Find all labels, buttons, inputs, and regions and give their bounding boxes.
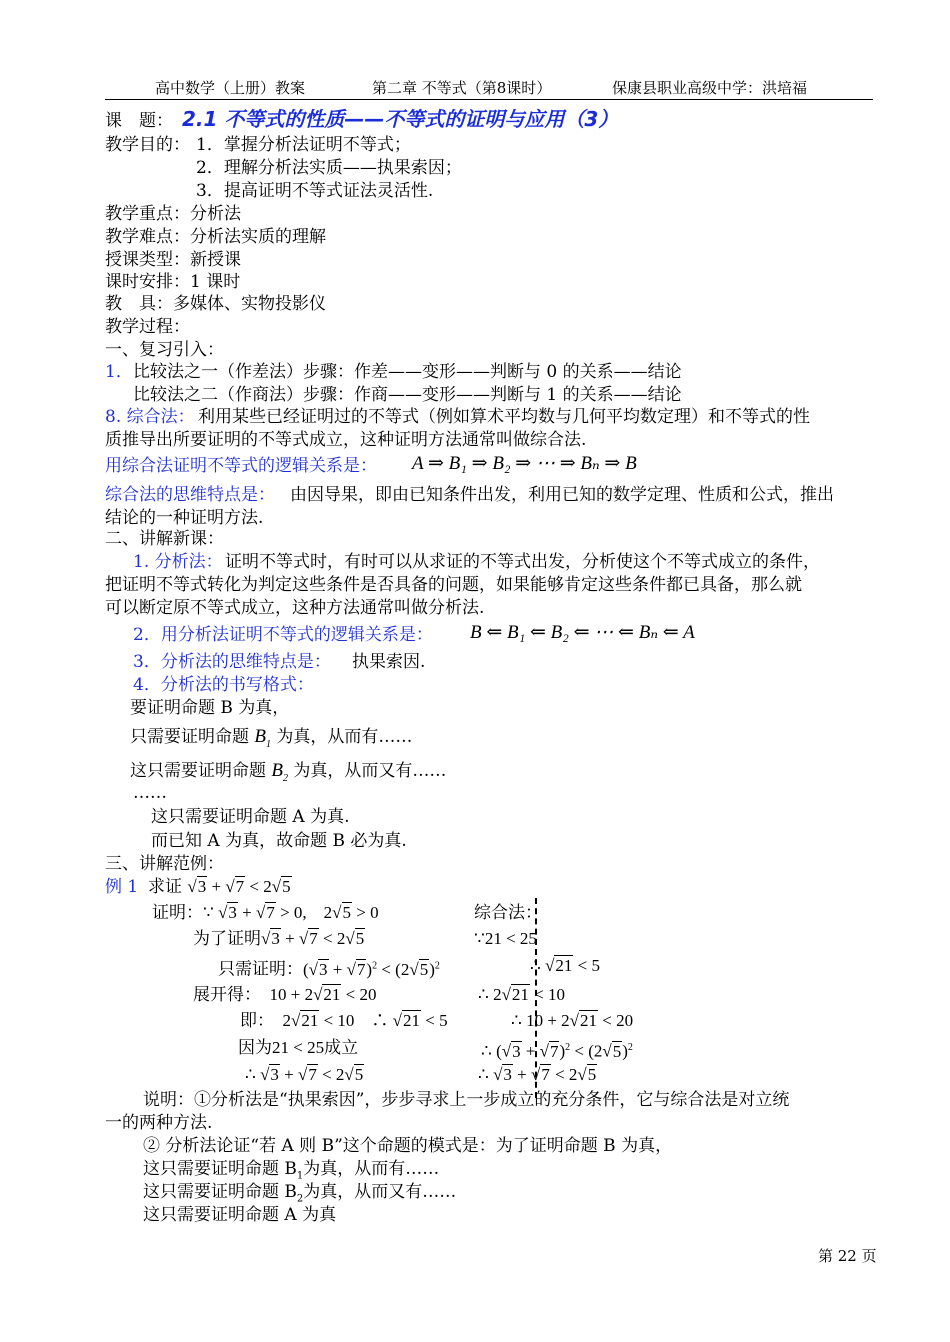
format-line-6: 而已知 A 为真，故命题 B 必为真. [151, 831, 407, 851]
review-item1-num: 1． [105, 362, 133, 382]
analysis-logic-formula: B ⇐ B₁ ⇐ B₂ ⇐ ⋯ ⇐ Bₙ ⇐ A [470, 622, 695, 643]
analysis-text-3: 可以断定原不等式成立，这种方法通常叫做分析法. [105, 598, 485, 618]
review-item1: 比较法之一（作差法）步骤：作差——变形——判断与 0 的关系——结论 [133, 362, 682, 382]
header-divider [105, 99, 873, 100]
lesson-hours: 课时安排：1 课时 [105, 272, 241, 292]
analysis-text-1: 证明不等式时，有时可以从求证的不等式出发，分析使这个不等式成立的条件， [225, 552, 820, 572]
analysis-trait-text: 执果索因. [352, 652, 426, 672]
proof-line-3: 只需证明：$(√3 + √7)^2 < (2√5)^2$ [218, 959, 440, 980]
synthesis-text-1: 利用某些已经证明过的不等式（例如算术平均数与几何平均数定理）和不等式的性 [198, 407, 810, 427]
lesson-title: 2.1 不等式的性质——不等式的证明与应用（3） [182, 107, 619, 131]
header-left: 高中数学（上册）教案 [155, 79, 306, 97]
note-5: 这只需要证明命题 A 为真 [143, 1205, 337, 1225]
note-2: ② 分析法论证“若 A 则 B”这个命题的模式是：为了证明命题 B 为真， [143, 1136, 673, 1156]
analysis-text-2: 把证明不等式转化为判定这些条件是否具备的问题，如果能够肯定这些条件都已具备，那么就 [105, 575, 802, 595]
synthesis-step-1: ∵21 < 25 [474, 929, 537, 948]
format-line-4: …… [133, 783, 167, 803]
format-line-3: 这只需要证明命题 $B_2$ 为真，从而又有…… [130, 760, 447, 784]
synthesis-trait-2: 结论的一种证明方法. [105, 508, 264, 528]
synthesis-step-5: ∴ $(√3 + √7)^2 < (2√5)^2$ [481, 1041, 633, 1061]
synthesis-logic-formula: A ⇒ B₁ ⇒ B₂ ⇒ ⋯ ⇒ Bₙ ⇒ B [412, 453, 637, 474]
title-label: 课 题： [105, 111, 173, 131]
new-lesson-heading: 二、讲解新课： [105, 529, 224, 549]
note-3: 这只需要证明命题 $B_1$为真，从而有…… [143, 1159, 440, 1182]
column-divider [535, 898, 537, 1098]
proof-line-2: 为了证明√3 + √7 < 2√5 [193, 929, 365, 949]
synthesis-logic-label: 用综合法证明不等式的逻辑关系是： [105, 456, 377, 476]
analysis-logic-label: 2．用分析法证明不等式的逻辑关系是： [133, 625, 433, 645]
format-line-5: 这只需要证明命题 A 为真. [151, 807, 350, 827]
format-line-2: 只需要证明命题 $B_1$ 为真，从而有…… [130, 726, 413, 750]
synthesis-trait-1: 由因导果，即由已知条件出发，利用已知的数学定理、性质和公式，推出 [290, 485, 834, 505]
analysis-format-label: 4．分析法的书写格式： [133, 675, 314, 695]
proof-line-5: 即： 2√21 < 10 ∴ √21 < 5 [240, 1011, 448, 1031]
process-label: 教学过程： [105, 317, 190, 337]
synthesis-step-6: ∴ √3 + √7 < 2√5 [478, 1065, 597, 1084]
example-1-text: 求证 √3 + √7 < 2√5 [148, 877, 291, 897]
goal-2: 2．理解分析法实质——执果索因； [196, 158, 462, 178]
review-item1b: 比较法之二（作商法）步骤：作商——变形——判断与 1 的关系——结论 [133, 385, 682, 405]
header-middle: 第二章 不等式（第8课时） [372, 79, 552, 97]
synthesis-step-2: ∴ √21 < 5 [530, 956, 600, 975]
goal-1: 1．掌握分析法证明不等式； [196, 135, 411, 155]
review-heading: 一、复习引入： [105, 340, 224, 360]
page-number: 第 22 页 [818, 1247, 877, 1265]
proof-line-6: 因为21 < 25成立 [238, 1038, 359, 1058]
header-right: 保康县职业高级中学：洪培福 [612, 79, 808, 97]
note-4: 这只需要证明命题 $B_2$为真，从而又有…… [143, 1182, 457, 1205]
example-1-label: 例 1 [105, 877, 139, 897]
proof-line-7: ∴ √3 + √7 < 2√5 [245, 1065, 364, 1084]
examples-heading: 三、讲解范例： [105, 854, 224, 874]
synthesis-step-4: ∴ 10 + 2√21 < 20 [511, 1011, 634, 1030]
synthesis-step-3: ∴ 2√21 < 10 [478, 985, 565, 1004]
note-1-line-1: 说明：①分析法是“执果索因”，步步寻求上一步成立的充分条件，它与综合法是对立统 [143, 1090, 790, 1110]
difficulty: 教学难点：分析法实质的理解 [105, 227, 326, 247]
analysis-label: 1. 分析法： [133, 552, 223, 572]
synthesis-text-2: 质推导出所要证明的不等式成立，这种证明方法通常叫做综合法. [105, 430, 587, 450]
lesson-type: 授课类型：新授课 [105, 250, 241, 270]
synthesis-column-label: 综合法： [474, 903, 542, 923]
goal-3: 3．提高证明不等式证法灵活性. [196, 181, 434, 201]
goals-label: 教学目的： [105, 135, 190, 155]
lesson-tools: 教 具：多媒体、实物投影仪 [105, 294, 326, 314]
analysis-trait-label: 3．分析法的思维特点是： [133, 652, 331, 672]
key-point: 教学重点：分析法 [105, 204, 241, 224]
note-1-line-2: 一的两种方法. [105, 1113, 213, 1133]
proof-line-4: 展开得： 10 + 2√21 < 20 [193, 985, 377, 1005]
synthesis-label: 8. 综合法： [105, 407, 195, 427]
proof-line-1: 证明：∵ √3 + √7 > 0, 2√5 > 0 [152, 903, 379, 923]
synthesis-trait-label: 综合法的思维特点是： [105, 485, 275, 505]
format-line-1: 要证明命题 B 为真， [130, 698, 290, 718]
